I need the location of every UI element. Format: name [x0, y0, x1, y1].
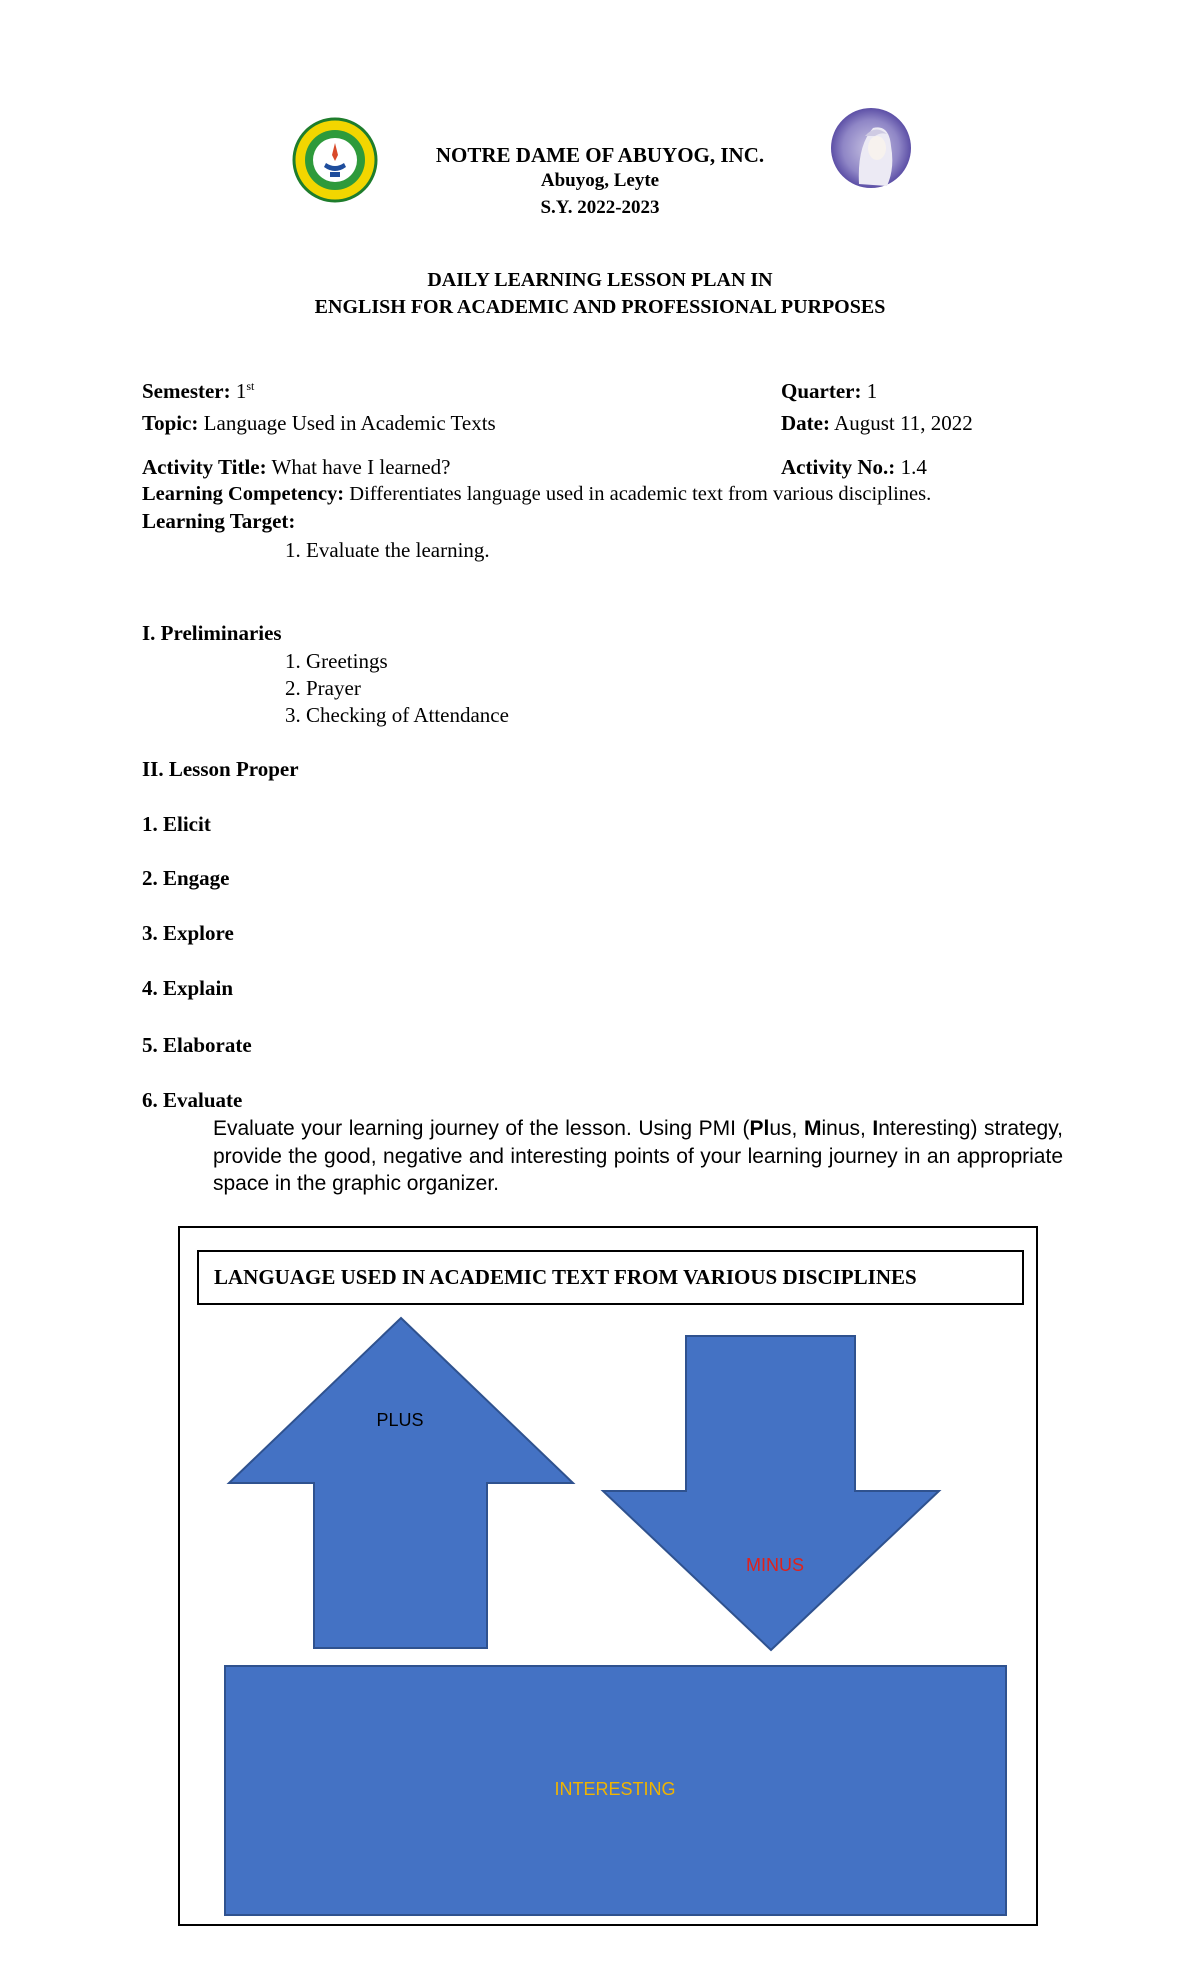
evaluate-instructions: Evaluate your learning journey of the lesson. Using PMI (Plus, Minus, Interesting) strategy, provide the good, negative and interesting points of your learning journey in an appropriate space in the graphic organizer. — [213, 1117, 1064, 1195]
preliminaries-item: 3. Checking of Attendance — [285, 703, 509, 727]
step-explain: 4. Explain — [142, 976, 234, 1000]
competency-value: Differentiates language used in academic text from various disciplines. — [349, 483, 932, 505]
plan-title-line1: DAILY LEARNING LESSON PLAN IN — [427, 269, 773, 291]
semester-value: 1 — [235, 379, 247, 403]
step-engage: 2. Engage — [142, 866, 230, 890]
quarter-value: 1 — [866, 379, 878, 403]
plus-arrow-shape — [229, 1318, 573, 1648]
step-elicit: 1. Elicit — [142, 812, 211, 836]
plan-title-line2: ENGLISH FOR ACADEMIC AND PROFESSIONAL PURPOSES — [314, 296, 886, 318]
learning-target-label: Learning Target: — [142, 509, 296, 533]
topic-value: Language Used in Academic Texts — [203, 411, 496, 435]
lesson-proper-heading: II. Lesson Proper — [142, 757, 299, 781]
step-explore: 3. Explore — [142, 921, 234, 945]
activity-no-value: 1.4 — [900, 455, 927, 479]
activity-no-label: Activity No.: — [781, 455, 896, 479]
step-elaborate: 5. Elaborate — [142, 1033, 252, 1057]
preliminaries-item: 2. Prayer — [285, 676, 361, 700]
minus-arrow-shape — [603, 1336, 939, 1650]
competency-label: Learning Competency: — [142, 483, 345, 505]
school-location: Abuyog, Leyte — [540, 170, 660, 191]
semester-sup: st — [246, 379, 255, 393]
minus-label: MINUS — [746, 1555, 804, 1575]
date-value: August 11, 2022 — [834, 411, 973, 435]
activity-title-label: Activity Title: — [142, 455, 267, 479]
date-label: Date: — [781, 411, 830, 435]
topic-label: Topic: — [142, 411, 199, 435]
preliminaries-heading: I. Preliminaries — [142, 621, 282, 645]
school-year: S.Y. 2022-2023 — [540, 197, 660, 218]
preliminaries-item: 1. Greetings — [285, 649, 388, 673]
step-evaluate: 6. Evaluate — [142, 1088, 243, 1112]
quarter-label: Quarter: — [781, 379, 862, 403]
semester-label: Semester: — [142, 379, 231, 403]
interesting-label: INTERESTING — [554, 1779, 676, 1799]
learning-target-item: 1. Evaluate the learning. — [285, 538, 490, 562]
activity-title-value: What have I learned? — [271, 455, 451, 479]
school-name: NOTRE DAME OF ABUYOG, INC. — [435, 143, 765, 167]
plus-label: PLUS — [376, 1410, 424, 1430]
organizer-title: LANGUAGE USED IN ACADEMIC TEXT FROM VARIOUS DISCIPLINES — [197, 1250, 1024, 1305]
